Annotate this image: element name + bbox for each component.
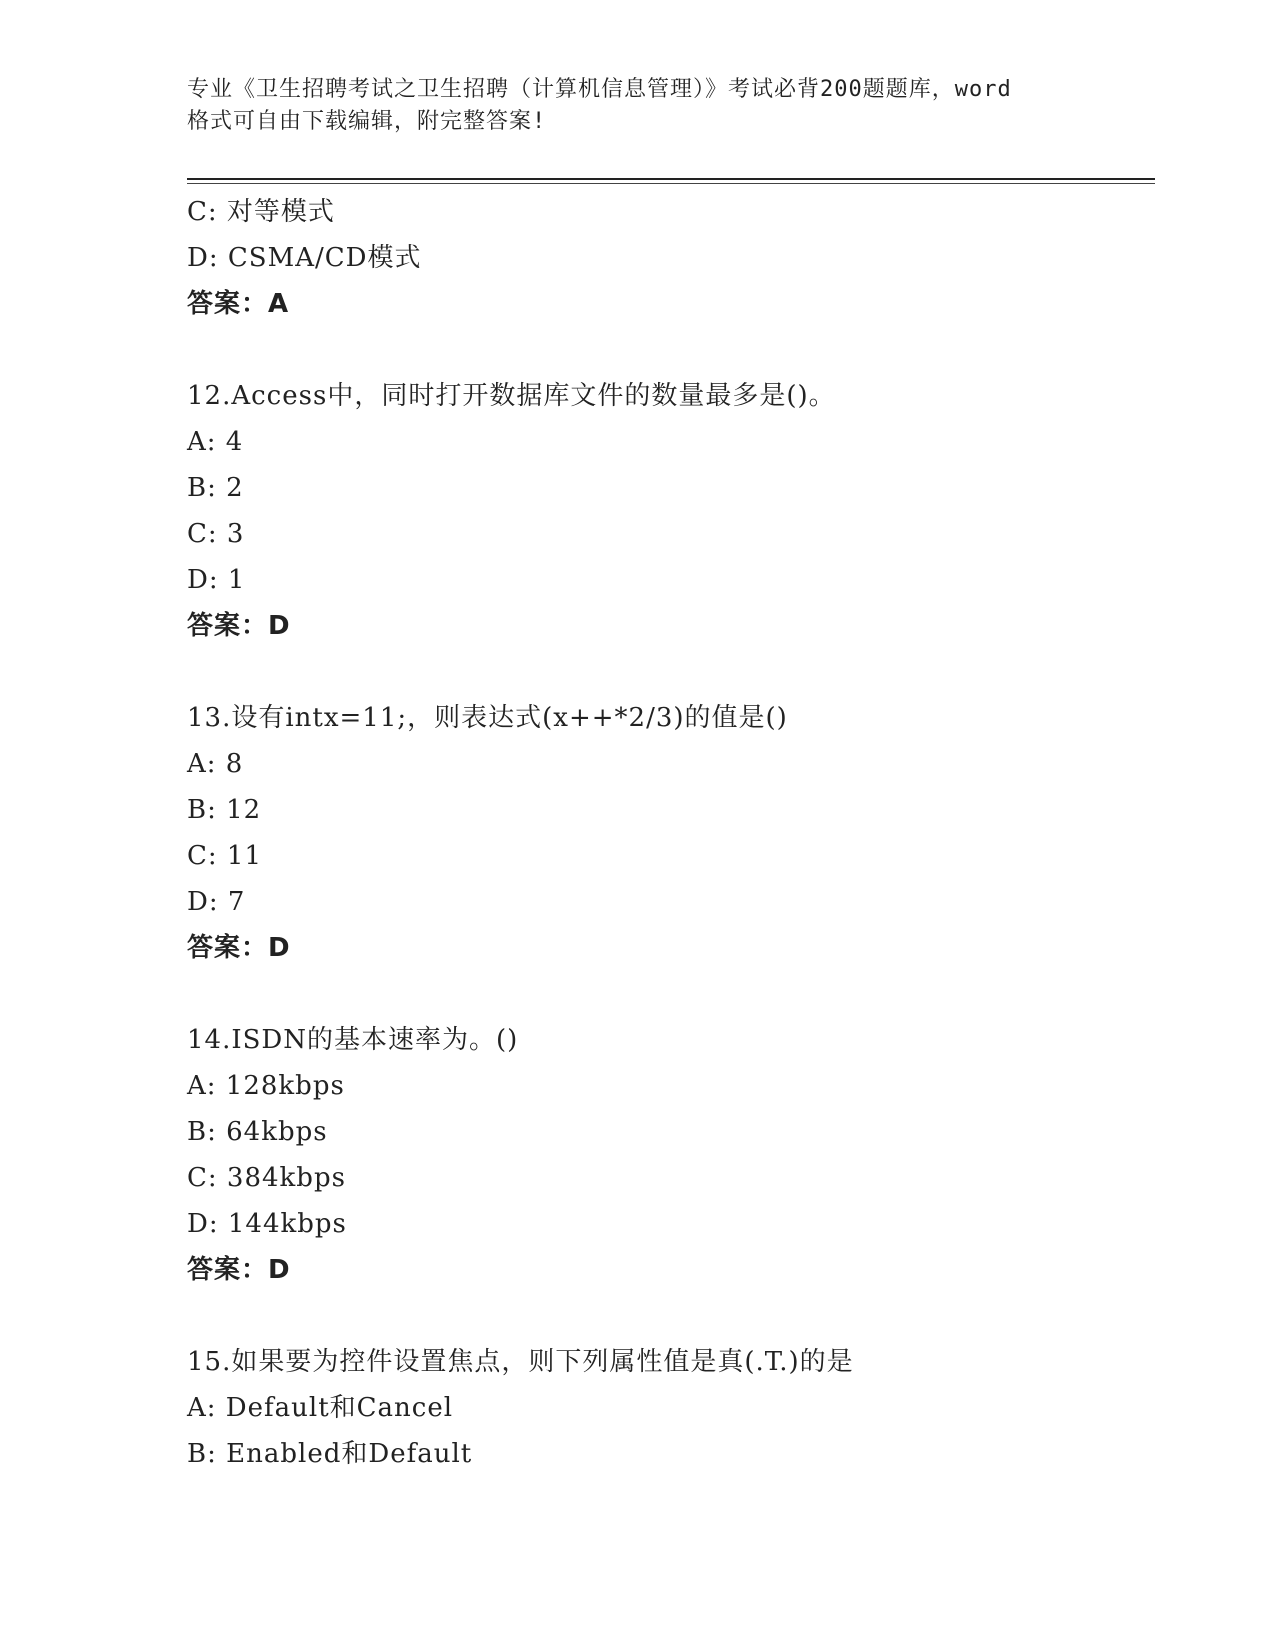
- answer: 答案：A: [187, 289, 290, 319]
- question-15: [187, 1339, 1155, 1477]
- option-b: B: Enabled和Default: [187, 1439, 473, 1469]
- document-header: [187, 74, 1087, 138]
- option-c: C: 11: [187, 841, 263, 871]
- question-content: [187, 189, 1155, 1477]
- option-d: D: 7: [187, 887, 246, 917]
- question-14: [187, 1017, 1155, 1293]
- spacer: [187, 1293, 1155, 1339]
- option-a: A: 4: [187, 427, 244, 457]
- option-c: C: 对等模式: [187, 197, 335, 227]
- option-d: D: CSMA/CD模式: [187, 243, 422, 273]
- header-line-2: 格式可自由下载编辑，附完整答案!: [187, 109, 547, 134]
- option-c: C: 384kbps: [187, 1163, 346, 1193]
- header-divider-thin: [187, 183, 1155, 184]
- answer: 答案：D: [187, 1255, 291, 1285]
- header-line-1: 专业《卫生招聘考试之卫生招聘（计算机信息管理）》考试必背200题题库，word: [187, 77, 1012, 102]
- option-c: C: 3: [187, 519, 245, 549]
- option-d: D: 1: [187, 565, 246, 595]
- prev-question: [187, 189, 1155, 327]
- option-b: B: 64kbps: [187, 1117, 328, 1147]
- option-a: A: Default和Cancel: [187, 1393, 454, 1423]
- header-divider: [187, 178, 1155, 182]
- answer: 答案：D: [187, 611, 291, 641]
- answer: 答案：D: [187, 933, 291, 963]
- option-d: D: 144kbps: [187, 1209, 347, 1239]
- option-a: A: 128kbps: [187, 1071, 345, 1101]
- question-12: [187, 373, 1155, 649]
- question-13: [187, 695, 1155, 971]
- spacer: [187, 971, 1155, 1017]
- question-text: 15.如果要为控件设置焦点，则下列属性值是真(.T.)的是: [187, 1347, 854, 1377]
- spacer: [187, 327, 1155, 373]
- question-text: 14.ISDN的基本速率为。(): [187, 1025, 519, 1055]
- option-b: B: 12: [187, 795, 262, 825]
- question-text: 12.Access中，同时打开数据库文件的数量最多是()。: [187, 381, 836, 411]
- question-text: 13.设有intx=11;，则表达式(x++*2/3)的值是(): [187, 703, 788, 733]
- option-b: B: 2: [187, 473, 244, 503]
- spacer: [187, 649, 1155, 695]
- option-a: A: 8: [187, 749, 244, 779]
